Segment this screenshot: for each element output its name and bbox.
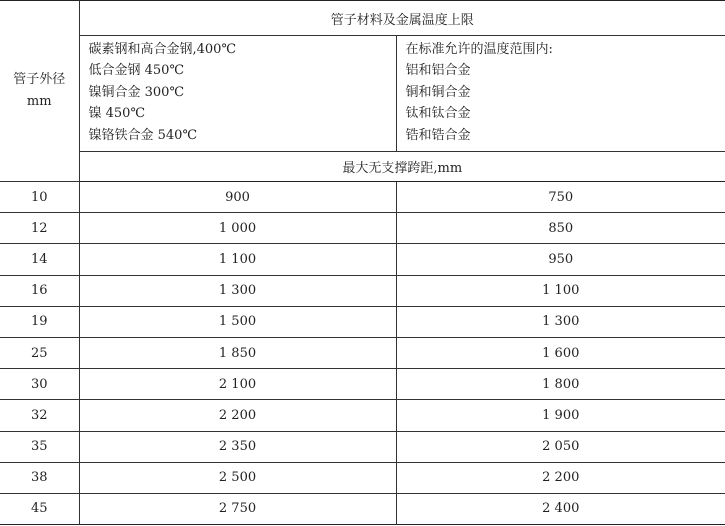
- span-cell-group-1: 2 500: [79, 462, 396, 493]
- span-cell-group-2: 1 100: [396, 275, 725, 306]
- material-line: 碳素钢和高合金钢,400℃: [88, 42, 236, 57]
- table-row: [0, 182, 725, 213]
- material-line: 在标准允许的温度范围内:: [405, 42, 553, 57]
- material-line: 镍 450℃: [88, 106, 145, 122]
- diameter-cell: 25: [0, 337, 79, 368]
- table-row: [0, 431, 725, 462]
- span-cell-group-2: 2 050: [396, 431, 725, 462]
- diameter-cell: 10: [0, 182, 79, 213]
- material-group-1: [79, 36, 396, 152]
- span-cell-group-2: 1 800: [396, 369, 725, 400]
- material-line: 铝和铝合金: [405, 63, 471, 79]
- span-cell-group-2: 950: [396, 244, 725, 275]
- material-line: 低合金钢 450℃: [88, 63, 184, 79]
- span-cell-group-2: 1 300: [396, 306, 725, 337]
- span-cell-group-1: 1 300: [79, 275, 396, 306]
- span-cell-group-2: 1 900: [396, 400, 725, 431]
- table-row: [0, 462, 725, 493]
- diameter-cell: 32: [0, 400, 79, 431]
- span-cell-group-1: 2 350: [79, 431, 396, 462]
- span-cell-group-2: 850: [396, 213, 725, 244]
- material-line: 镍铬铁合金 540℃: [88, 127, 197, 143]
- outer-diameter-unit: mm: [26, 94, 52, 109]
- table-body: [0, 182, 725, 525]
- diameter-cell: 14: [0, 244, 79, 275]
- diameter-cell: 45: [0, 493, 79, 524]
- table-header: [0, 1, 725, 182]
- diameter-cell: 12: [0, 213, 79, 244]
- span-cell-group-1: 1 500: [79, 306, 396, 337]
- span-cell-group-1: 900: [79, 182, 396, 213]
- diameter-cell: 19: [0, 306, 79, 337]
- span-cell-group-1: 2 200: [79, 400, 396, 431]
- material-line: 锆和锆合金: [405, 127, 471, 143]
- diameter-cell: 30: [0, 369, 79, 400]
- table-row: [0, 244, 725, 275]
- span-cell-group-1: 1 850: [79, 337, 396, 368]
- material-temp-header: 管子材料及金属温度上限: [79, 1, 725, 36]
- span-cell-group-2: 2 400: [396, 493, 725, 524]
- span-cell-group-1: 1 000: [79, 213, 396, 244]
- material-line: 铜和铜合金: [405, 84, 471, 100]
- span-cell-group-1: 1 100: [79, 244, 396, 275]
- table-row: [0, 369, 725, 400]
- material-line: 镍铜合金 300℃: [88, 84, 184, 100]
- diameter-cell: 35: [0, 431, 79, 462]
- material-group-2: [396, 36, 725, 152]
- table-row: [0, 213, 725, 244]
- span-cell-group-2: 750: [396, 182, 725, 213]
- span-cell-group-1: 2 100: [79, 369, 396, 400]
- diameter-cell: 16: [0, 275, 79, 306]
- span-cell-group-2: 2 200: [396, 462, 725, 493]
- span-cell-group-1: 2 750: [79, 493, 396, 524]
- span-cell-group-2: 1 600: [396, 337, 725, 368]
- max-span-header: 最大无支撑跨距,mm: [79, 152, 725, 182]
- outer-diameter-header: [0, 1, 79, 182]
- diameter-cell: 38: [0, 462, 79, 493]
- table-row: [0, 493, 725, 524]
- outer-diameter-label: 管子外径: [13, 72, 66, 87]
- table-row: [0, 400, 725, 431]
- table-row: [0, 337, 725, 368]
- table-row: [0, 306, 725, 337]
- material-line: 钛和钛合金: [405, 106, 471, 122]
- table-row: [0, 275, 725, 306]
